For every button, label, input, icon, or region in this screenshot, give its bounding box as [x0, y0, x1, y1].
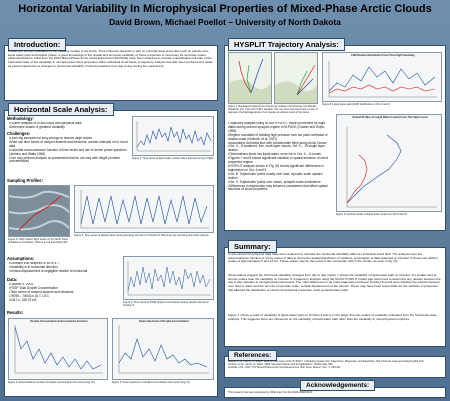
figure-3-plot: [75, 186, 214, 233]
figure-9-caption: Figure 9: Vertical profiles of liquid water content on Oct 8 and 10: [336, 213, 408, 216]
assumptions-item: • Variability is in horizontal direction: [9, 266, 121, 270]
assumptions-item: • Constant true airspeed of 80 m s⁻¹: [9, 262, 121, 266]
figure-2-flight-track-image: [8, 185, 70, 237]
hysplit-bullet: • HYSPLIT analysis shown in Fig. (8) shows significant differences in trajectories on Oct. 6 and 9: [228, 165, 332, 173]
figure-9-title: Vertical Profiles of Liquid Water Content From The Flight Levels: [352, 116, 428, 119]
data-item: • FSSP Total Droplet Concentration: [9, 287, 109, 291]
figure-5-plot: [113, 319, 214, 380]
figure-7-trajectory-map-oct8: [228, 52, 272, 104]
figure-1-lwc-timeseries: [132, 116, 214, 156]
challenges-item: • Must use time series of ramped ascents and descents, contain intervals of no cloud data: [9, 141, 129, 149]
data-item: • October 9, 2004: [9, 283, 109, 287]
acknowledgements-body: This research has been supported by DOE Grant No. DE-FG02-06ER64160.: [228, 391, 313, 394]
figure-3-caption: Figure 3: Time series of altitude taken during sampling interval on 9 October 8. Blue lines are sounding and scale analysis: [74, 234, 209, 237]
figure-6-caption: Figure 6: Time series of FSSP droplet concentration during sample interval on October 9: [123, 301, 209, 307]
methodology-title: Methodology:: [7, 116, 34, 121]
challenges-item: • Level leg samples not long enough to resolve large scales: [9, 137, 129, 141]
hysplit-bullet: • Oct. 4 – 8 scattered, thin, multi-layer clouds, Oct. 9 – 15 single layer stratus: [228, 145, 332, 153]
figure-8-title: LWP Number Distribution From Time Flight Sounding: [351, 54, 415, 57]
summary-paragraph-3: Figure 7 shows a scale of variability of liquid water path on October 9 that is much larger than the scales of variability estimated from the horizontal scale analysis. This suggests there are influences on the variability of liquid water path other than the variability in microphysical properties.: [228, 314, 437, 321]
hysplit-bullet: • Oct. 8: Trajectories' paths mostly over land, synoptic scale upward motion: [228, 173, 332, 181]
figure-5-title: Power Spectrum of Droplet Concentration: [139, 320, 189, 323]
hysplit-bullets: [228, 122, 332, 228]
hysplit-bullet: • Associated northeast flow with considerable fetch along Arctic Ocean: [228, 142, 332, 146]
figure-5-caption: Figure 5: Power spectrum of droplet concentration time series (Fig. 3c): [112, 381, 191, 384]
summary-header: Summary:: [228, 240, 277, 253]
reference-item: Verlinde, et al., 2007: The Mixed-Phase Arctic Cloud Experiment. Bull. Amer. Meteor. Soc., 2, 205-221: [228, 366, 341, 369]
methodology-item: • Determine scales of greatest variability: [9, 126, 129, 130]
figure-6-plot: [124, 257, 214, 300]
challenges-list: [9, 137, 129, 175]
challenges-item: • Can only perform analysis on parameters that do not vary with height (number concentration): [9, 157, 129, 165]
challenges-item: • Calculate autocovariance function of time series and use to derive power spectrum (Jenkins and Watts 1968): [9, 149, 129, 157]
figure-8-caption: Figure 8: Liquid water path (LWP) distribution on Oct. 8 and 9: [322, 103, 390, 106]
data-item: • 76096 – 78543 s (U.T. UTC: [9, 295, 109, 299]
figure-4-title: Droplet Concentration Autocovariance Function: [30, 320, 88, 323]
hysplit-header: HYSPLIT Trajectory Analysis:: [228, 38, 345, 51]
hysplit-bullet: • Trajectory analysis using NOAA HYSPLIT model performed for flight dates during second synoptic regime of M-PACE (Draxler and Rolph, 1998): [228, 122, 332, 134]
references-header: References:: [228, 350, 277, 361]
assumptions-list: [9, 262, 121, 274]
figure-4-autocovariance: [8, 318, 108, 380]
methodology-item: • Fourier analysis of in-situ cloud microphysical data: [9, 122, 129, 126]
data-list: [9, 283, 109, 303]
figure-2-image: [9, 186, 70, 237]
figure-9-lwc-vertical-profiles: [336, 114, 442, 212]
summary-paragraph-2: Observations suggest the horizontal variability changed from day to day. Figure 7 shows the variability in liquid water path on October 4 is smaller and at shorter scales than the variability on October 9. A trajectory analysis using the NOAA HYSPLIT model was performed to determine any relation between the day to day variation in microphysical parameters. The main differences in air mass trajectories between October 8 and 9 were whether the parcels traveled over land or water and the amount of synoptic scale, vertical displacement of the parcels. These may have been responsible for the variation in properties that affected the distribution of cloud microphysical properties, such as liquid water path.: [228, 274, 441, 292]
figure-7-caption: Figure 7: Backwards trajectories of hourly air masses encountering over Barrow, Alaska for Oct. 9 and 10 of 48 h duration. The red, blue and green lines on Oct. 9 represent the backtrajectories of air masses at various levels of the cloud.: [228, 105, 318, 114]
assumptions-item: • Vertical displacement is negligible relative to horizontal: [9, 270, 121, 274]
figure-8-plot: [323, 53, 442, 102]
reference-item: Jenkins, G. M., and D. G. Watts, 1968: Spectral Analysis and its Applications. Holden-Day, 525: [228, 363, 333, 366]
assumptions-title: Assumptions:: [7, 256, 35, 261]
summary-paragraph-1: In-situ cloud microphysical data have been analyzed to estimate the horizontal variability within an individual cloud field. The analysis uses the autocovariance function of a time series of data to derive the spatial distribution of variance. An analysis of data collected on October 9 shows two distinct scales of approximately 5 and 12 km. These scales may be the result of the mesoscale rolls in the clouds, as seen in fig. (2).: [228, 253, 438, 264]
introduction-header: Introduction:: [8, 38, 66, 51]
figure-1-plot: [133, 117, 214, 156]
poster-authors: David Brown, Michael Poellot – University of North Dakota: [109, 17, 341, 27]
figure-4-caption: Figure 4: Autocovariance function of droplet concentration time series (Fig. 3c): [8, 381, 95, 384]
figure-9-plot: [337, 115, 442, 212]
figure-7-trajectory-map-oct9: [274, 52, 318, 104]
hysplit-bullet: • Observations show low liquid water, more ice in Oct. 4 – 8 clouds: [228, 153, 332, 157]
horizontal-scale-header: Horizontal Scale Analysis:: [8, 103, 114, 116]
reference-item: Draxler, R. R., and G. D. Rolph, 1998: An Overview of the HYSPLIT_4 Modeling System For Trajectories, Dispersion, and Deposition. http://www.arl.noaa.gov/ready/hysplit4.html: [228, 360, 424, 363]
results-title: Results:: [7, 310, 24, 315]
figure-3-altitude-timeseries: [74, 185, 214, 233]
data-item: • 2447 s, 195.76 km: [9, 299, 109, 303]
introduction-body: Clouds are strong modulators of the radiative budget in the Arctic. Their influence depends in part on microphysical properties such as particle size, liquid water path and particle phase. A good knowledge of the spatial and temporal variability of these properties is necessary for accurate model parameterizations. Data from the 2004 Mixed-Phase Arctic Cloud Experiment (M-PACE) have been analyzed to provide a quantitative estimate of the horizontal scale of the variability in microphysical cloud properties within individual cloud fields. A trajectory analysis has also been performed to relate air parcel trajectories to changes in horizontal variability of cloud properties from day to day during the experiment.: [8, 50, 213, 68]
hysplit-bullet: • Differences in trajectories may influence parameters that affect spatial structure of cloud properties: [228, 185, 332, 193]
data-item: • Time series of ramped ascents and descents: [9, 291, 109, 295]
figure-5-power-spectrum: [112, 318, 214, 380]
acknowledgements-header: Acknowledgements:: [300, 380, 375, 391]
hysplit-bullet: • Figures 7 and 8 shows significant variation in spatial structure of cloud properties regime: [228, 157, 332, 165]
figure-2-caption: Figure 2: UND Citation flight tracks on the North Slope of Alaska on 9 October. Track is in red and Flight path: [8, 238, 69, 244]
references-list: [228, 360, 442, 377]
figure-8-lwp-distribution: [322, 52, 442, 102]
figure-6-droplet-timeseries: [123, 256, 214, 300]
sampling-title: Sampling Profiles:: [7, 178, 43, 183]
hysplit-bullet: • Oct. 9: Trajectories' paths over ocean, synoptic scale subsidence: [228, 181, 332, 185]
data-title: Data:: [7, 277, 18, 282]
figure-7-map-a: [229, 53, 272, 104]
challenges-title: Challenges:: [7, 131, 31, 136]
figure-4-plot: [9, 319, 108, 380]
figure-7-map-b: [275, 53, 318, 104]
methodology-list: [9, 122, 129, 130]
hysplit-bullet: • Regime consisted of building high pressure over ice pack northeast of Alaska coast (Verlinde, et al. 2007): [228, 134, 332, 142]
poster-title: Horizontal Variability In Microphysical Properties of Mixed-Phase Arctic Clouds: [18, 3, 432, 15]
figure-1-caption: Figure 1: Time series of liquid water content taken during level leg of flight: [132, 157, 214, 160]
